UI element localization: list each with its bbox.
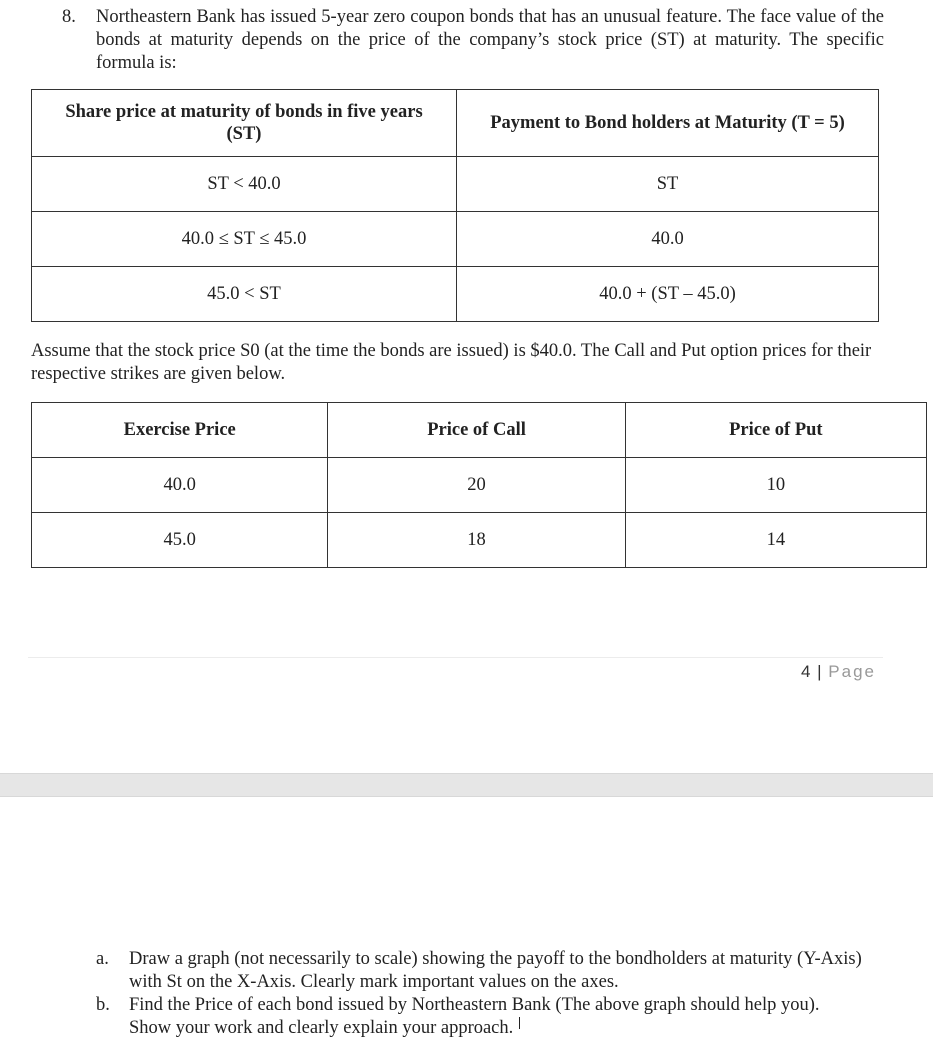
bond-payment-table [31, 89, 879, 322]
page-label: Page [828, 662, 876, 681]
share-price-header-line1: Share price at maturity of bonds in five years [65, 102, 423, 122]
page-number [801, 662, 876, 682]
table-row [32, 513, 927, 568]
list-item-label: a. [96, 949, 109, 969]
page-number-value: 4 [800, 662, 812, 681]
table-row [32, 458, 927, 513]
page-break [0, 773, 933, 797]
assumption-paragraph: Assume that the stock price S0 (at the time the bonds are issued) is $40.0. The Call and Put option prices for their respective strikes are given below. [31, 341, 872, 384]
list-item [96, 1017, 896, 1038]
option-prices-table [31, 402, 927, 568]
list-item-text: Show your work and clearly explain your approach. [129, 1018, 514, 1038]
condition-cell: 45.0 < ST [32, 267, 457, 322]
exercise-price-cell: 45.0 [32, 513, 328, 568]
table-row [32, 157, 879, 212]
list-item [96, 948, 896, 994]
call-price-header: Price of Call [328, 403, 625, 458]
share-price-header [32, 90, 457, 157]
payment-cell: 40.0 [457, 212, 879, 267]
list-item-text: Draw a graph (not necessarily to scale) showing the payoff to the bondholders at maturity (Y-Axis) with St on the X-Axis. Clearly mark important values on the axes. [129, 949, 862, 992]
condition-cell: 40.0 ≤ ST ≤ 45.0 [32, 212, 457, 267]
list-item [96, 994, 896, 1017]
payment-cell: ST [457, 157, 879, 212]
table-row [32, 212, 879, 267]
list-item-text: Find the Price of each bond issued by Northeastern Bank (The above graph should help you). [129, 995, 820, 1015]
list-item-label: b. [96, 995, 110, 1015]
question-text: Northeastern Bank has issued 5-year zero coupon bonds that has an unusual feature. The face value of the bonds at maturity depends on the price of the company’s stock price (ST) at maturity. The specific formula is: [96, 7, 884, 73]
table-row [32, 267, 879, 322]
payment-header: Payment to Bond holders at Maturity (T = 5) [457, 90, 879, 157]
exercise-price-header: Exercise Price [32, 403, 328, 458]
exercise-price-cell: 40.0 [32, 458, 328, 513]
question-number: 8. [62, 7, 76, 27]
share-price-header-line2: (ST) [226, 124, 262, 144]
page-number-separator: | [817, 662, 823, 681]
put-price-cell: 14 [625, 513, 926, 568]
footer-divider [28, 657, 883, 658]
call-price-cell: 18 [328, 513, 625, 568]
condition-cell: ST < 40.0 [32, 157, 457, 212]
subquestion-list [96, 948, 896, 1038]
put-price-cell: 10 [625, 458, 926, 513]
text-cursor [519, 1017, 520, 1029]
put-price-header: Price of Put [625, 403, 926, 458]
payment-cell: 40.0 + (ST – 45.0) [457, 267, 879, 322]
call-price-cell: 20 [328, 458, 625, 513]
